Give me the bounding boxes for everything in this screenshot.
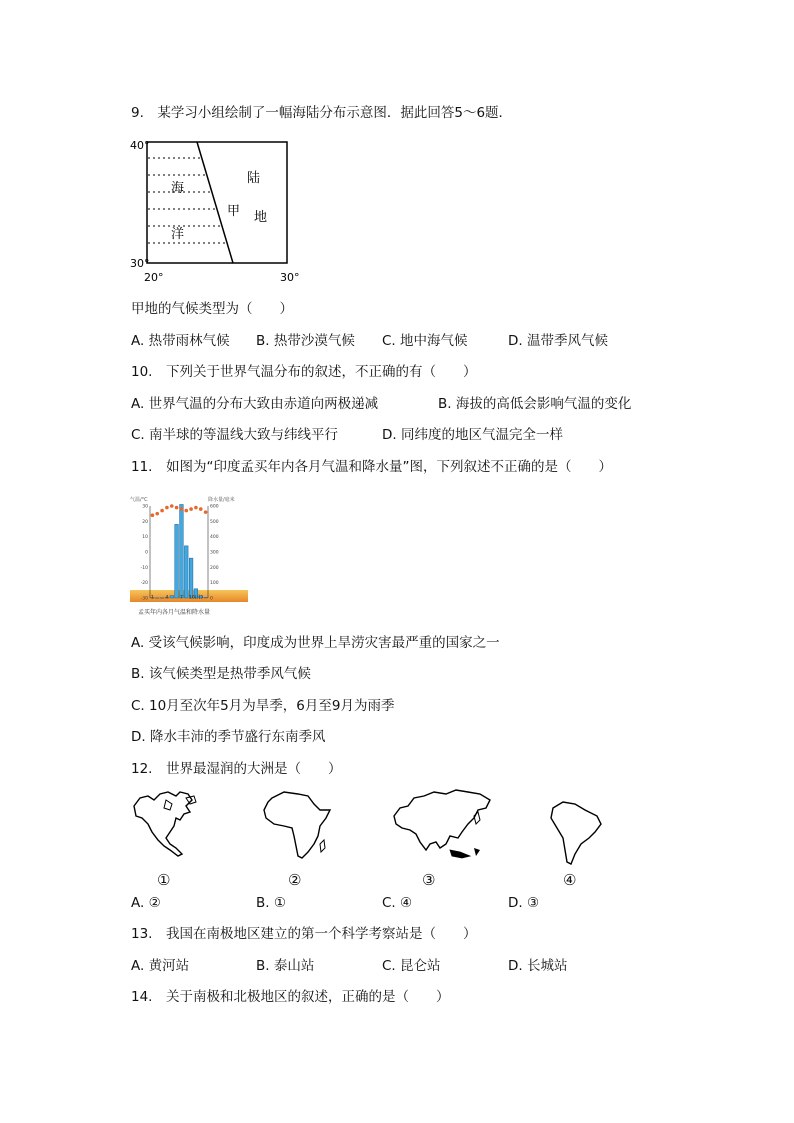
chart-ylabel-right: 降水量/毫米 <box>208 497 235 503</box>
temp-point <box>170 504 174 508</box>
q11-stem: 11. 如图为“印度孟买年内各月气温和降水量”图，下列叙述不正确的是（ ） <box>131 459 612 475</box>
q9-sub-stem: 甲地的气候类型为（ ） <box>131 301 293 317</box>
lat-bottom-label: 30° <box>130 257 150 270</box>
precip-tick-label: 500 <box>210 519 219 525</box>
temp-tick-label: -10 <box>140 565 148 571</box>
temp-tick-label: -30 <box>140 596 148 602</box>
lat-top-label: 40° <box>130 139 150 152</box>
q9-option-d[interactable]: D. 温带季风气候 <box>508 333 608 349</box>
q10-stem: 10. 下列关于世界气温分布的叙述，不正确的有（ ） <box>131 364 477 380</box>
q13-option-a[interactable]: A. 黄河站 <box>131 958 190 974</box>
q11-option-c[interactable]: C. 10月至次年5月为旱季，6月至9月为雨季 <box>131 698 395 714</box>
q13-stem: 13. 我国在南极地区建立的第一个科学考察站是（ ） <box>131 926 477 942</box>
precip-tick-label: 0 <box>210 596 213 602</box>
temp-point <box>199 507 203 511</box>
south-america-map <box>545 798 607 868</box>
q12-option-b[interactable]: B. ① <box>256 895 286 911</box>
lon-left-label: 20° <box>144 271 164 284</box>
q10-option-a[interactable]: A. 世界气温的分布大致由赤道向两极递减 <box>131 396 379 412</box>
q9-option-a[interactable]: A. 热带雨林气候 <box>131 333 230 349</box>
temp-point <box>155 512 159 516</box>
land-label-2: 地 <box>254 210 268 225</box>
q13-option-b[interactable]: B. 泰山站 <box>256 958 315 974</box>
precip-tick-label: 300 <box>210 550 219 556</box>
ocean-label-2: 洋 <box>171 227 185 242</box>
precip-bar <box>184 546 188 598</box>
temp-point <box>180 507 184 511</box>
temp-point <box>194 506 198 510</box>
month-tick-label: 1 <box>150 595 154 601</box>
q12-option-a[interactable]: A. ② <box>131 895 161 911</box>
q9-option-b[interactable]: B. 热带沙漠气候 <box>256 333 355 349</box>
q9-stem: 9. 某学习小组绘制了一幅海陆分布示意图．据此回答5～6题． <box>131 105 513 121</box>
chart-title: 孟买年内各月气温和降水量 <box>138 609 211 616</box>
map-label-3: ③ <box>422 871 436 889</box>
precip-tick-label: 400 <box>210 535 219 541</box>
q11-option-a[interactable]: A. 受该气候影响，印度成为世界上旱涝灾害最严重的国家之一 <box>131 635 500 651</box>
map-label-4: ④ <box>563 871 577 889</box>
q10-option-c[interactable]: C. 南半球的等温线大致与纬线平行 <box>131 427 339 443</box>
month-tick-label: 4 <box>165 595 169 601</box>
temp-point <box>160 509 164 513</box>
precip-bar <box>175 524 179 598</box>
asia-map <box>390 786 495 868</box>
temp-tick-label: 20 <box>142 519 148 525</box>
q13-option-d[interactable]: D. 长城站 <box>508 958 568 974</box>
temp-point <box>151 513 155 517</box>
q9-option-c[interactable]: C. 地中海气候 <box>382 333 468 349</box>
q11-option-b[interactable]: B. 该气候类型是热带季风气候 <box>131 666 311 682</box>
precip-bar <box>170 596 174 598</box>
month-tick-label: 7 <box>179 595 183 601</box>
precip-tick-label: 200 <box>210 565 219 571</box>
q12-option-c[interactable]: C. ④ <box>382 895 413 911</box>
precip-bar <box>180 504 184 598</box>
temp-tick-label: -20 <box>140 581 148 587</box>
north-america-map <box>130 788 200 866</box>
temp-point <box>204 510 208 514</box>
lon-right-label: 30° <box>280 271 300 284</box>
temp-point <box>175 506 179 510</box>
precip-tick-label: 600 <box>210 504 219 510</box>
q10-option-d[interactable]: D. 同纬度的地区气温完全一样 <box>382 427 563 443</box>
map-label-2: ② <box>288 871 302 889</box>
temp-tick-label: 0 <box>145 550 148 556</box>
temp-point <box>165 506 169 510</box>
q12-stem: 12. 世界最湿润的大洲是（ ） <box>131 761 342 777</box>
month-tick-label: 10(月) <box>189 595 203 601</box>
temp-point <box>184 509 188 513</box>
sea-land-diagram <box>130 136 305 284</box>
diagram-frame <box>147 142 287 263</box>
q12-option-d[interactable]: D. ③ <box>508 895 540 911</box>
precip-tick-label: 100 <box>210 581 219 587</box>
site-label: 甲 <box>227 204 241 219</box>
temp-point <box>189 507 193 511</box>
ocean-label-1: 海 <box>171 181 185 196</box>
q10-option-b[interactable]: B. 海拔的高低会影响气温的变化 <box>438 396 632 412</box>
q14-stem: 14. 关于南极和北极地区的叙述，正确的是（ ） <box>131 989 450 1005</box>
map-label-1: ① <box>157 871 171 889</box>
africa-map <box>258 788 338 866</box>
q13-option-c[interactable]: C. 昆仑站 <box>382 958 441 974</box>
mumbai-climate-chart <box>130 494 255 620</box>
q11-option-d[interactable]: D. 降水丰沛的季节盛行东南季风 <box>131 729 326 745</box>
temp-tick-label: 30 <box>142 504 148 510</box>
chart-ylabel-left: 气温/°C <box>130 497 148 503</box>
temp-tick-label: 10 <box>142 535 148 541</box>
land-label-1: 陆 <box>247 171 261 186</box>
precip-bar <box>189 558 193 598</box>
